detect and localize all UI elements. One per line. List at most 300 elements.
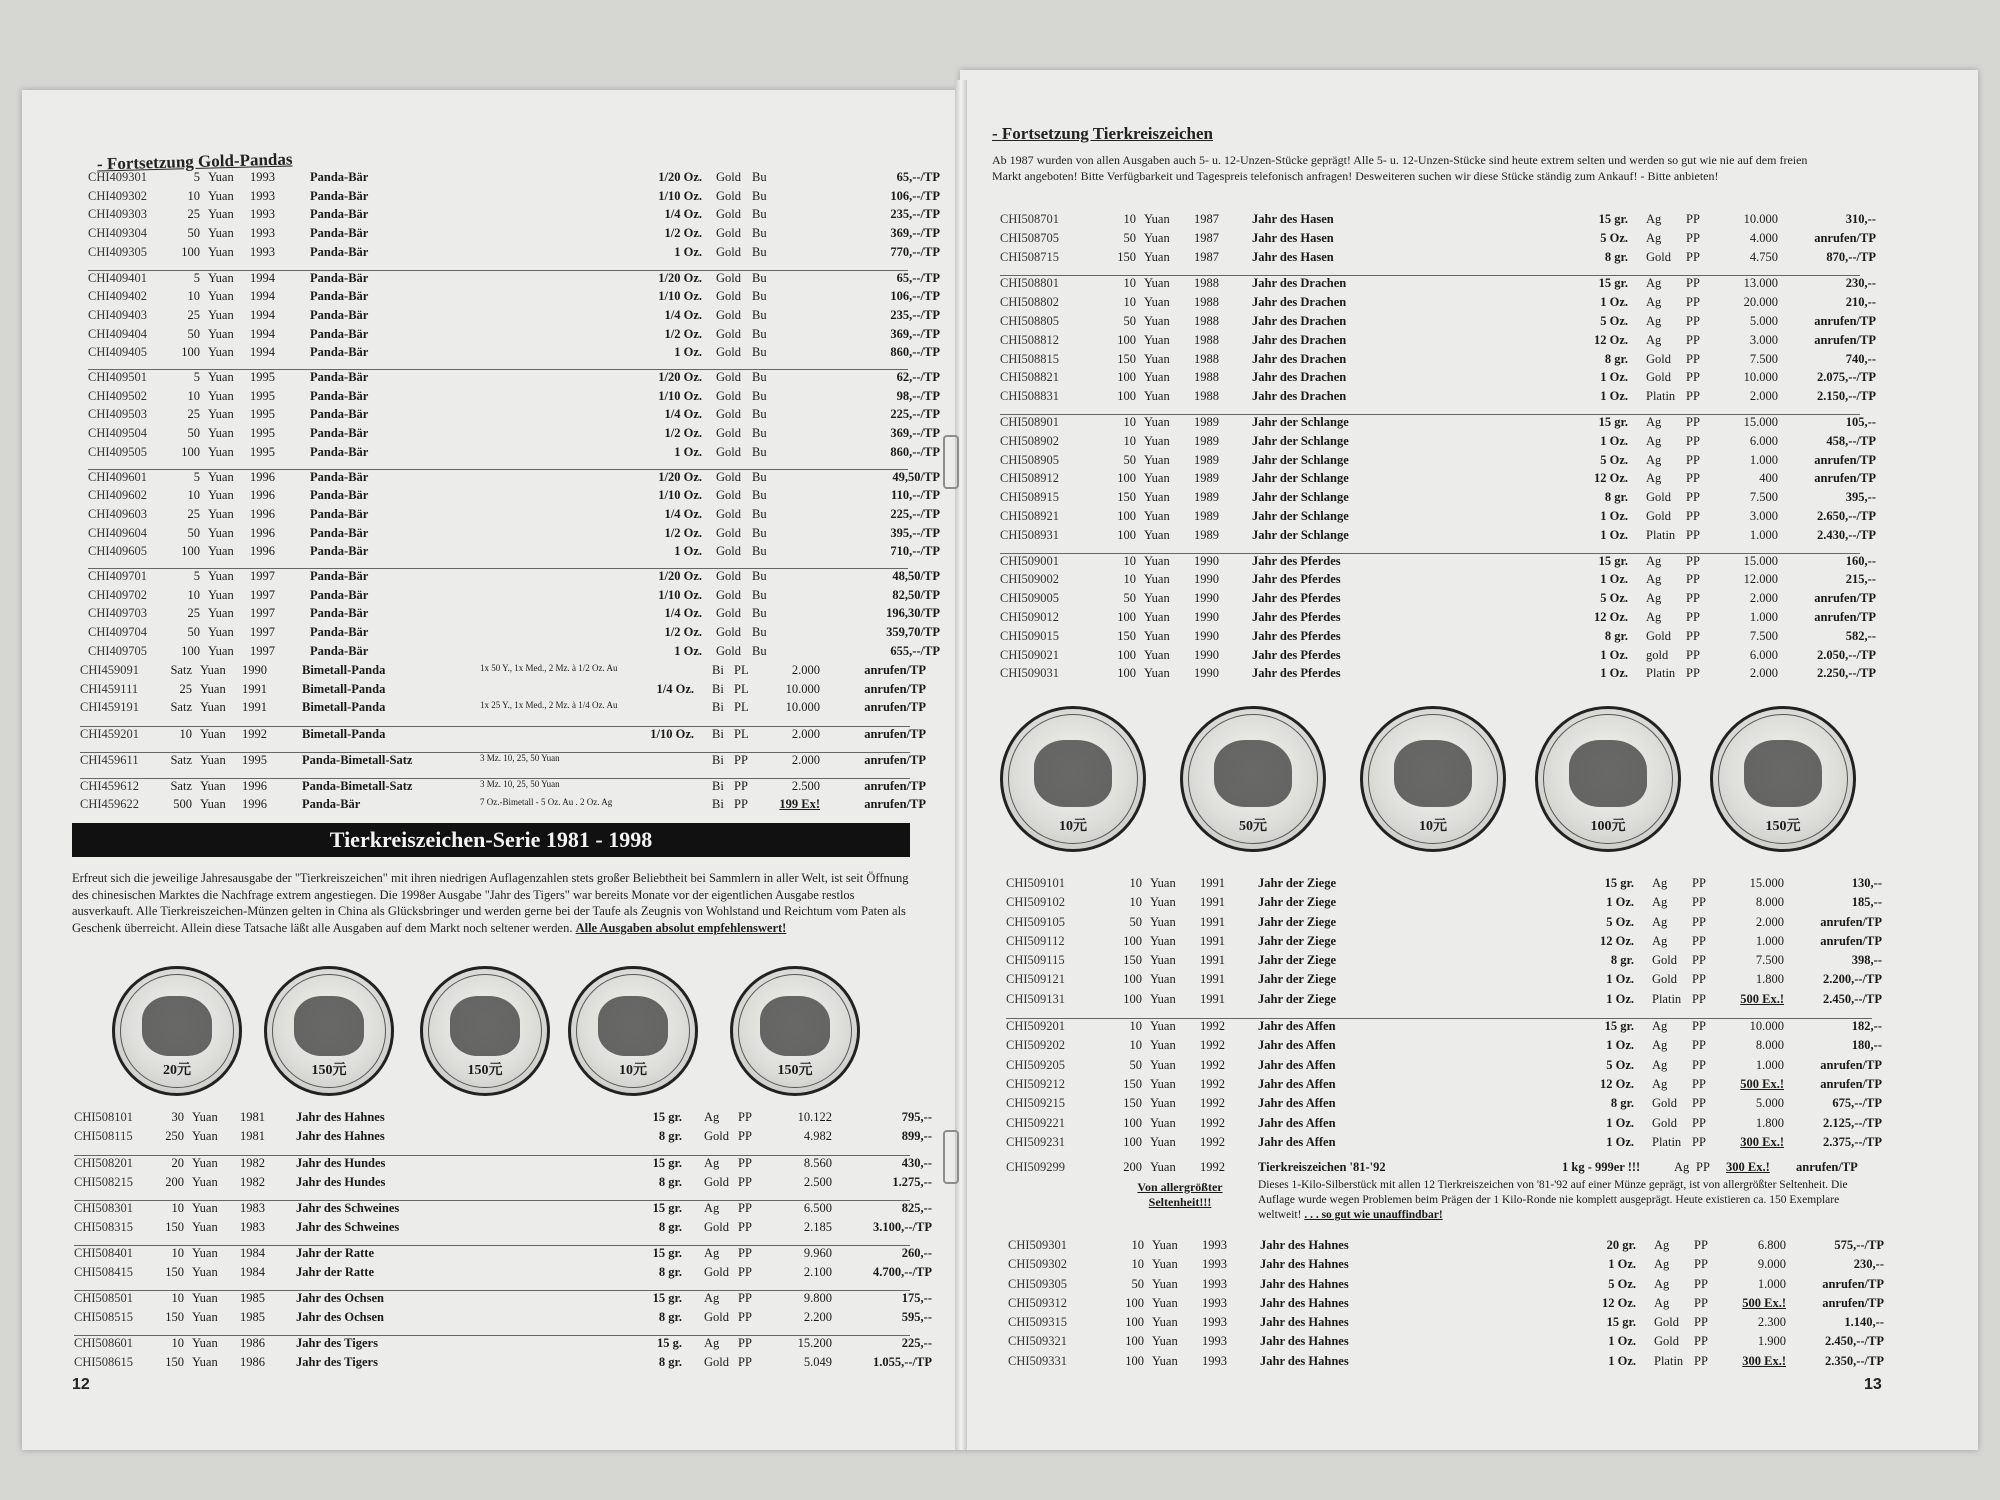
- price: 740,--: [1845, 351, 1876, 366]
- denomination: 50: [187, 525, 200, 540]
- table-row: [88, 587, 940, 607]
- denomination: 50: [1123, 313, 1136, 328]
- year: 1997: [250, 606, 275, 621]
- table-group: [1000, 414, 1876, 547]
- table-row: [1008, 1238, 1884, 1257]
- unit: Yuan: [208, 488, 234, 503]
- price: 196,30/TP: [886, 606, 940, 621]
- unit: Yuan: [208, 407, 234, 422]
- price: 160,--: [1845, 553, 1876, 568]
- quality: PL: [734, 663, 749, 677]
- item-code: CHI509215: [1006, 1096, 1066, 1111]
- price: anrufen/TP: [1822, 1276, 1884, 1291]
- table-row: [1000, 666, 1876, 685]
- metal: Gold: [716, 326, 741, 341]
- quality: Bu: [752, 326, 767, 341]
- price: 2.050,--/TP: [1816, 647, 1876, 662]
- denomination: 150: [1123, 1096, 1142, 1111]
- price: 2.250,--/TP: [1816, 666, 1876, 681]
- price: anrufen/TP: [1814, 332, 1876, 347]
- item-code: CHI459201: [80, 727, 140, 742]
- coin-name: Jahr des Hundes: [296, 1175, 386, 1189]
- table-row: [1006, 1115, 1882, 1135]
- denomination: 10: [1123, 276, 1136, 291]
- coin-name: Jahr des Pferdes: [1252, 553, 1341, 568]
- weight: 1 Oz.: [1606, 1134, 1634, 1149]
- item-code: CHI509301: [1008, 1238, 1068, 1252]
- quality: PP: [1686, 527, 1700, 542]
- metal: Ag: [1654, 1238, 1670, 1252]
- mintage: 9.000: [1757, 1257, 1786, 1272]
- denomination: 100: [1123, 933, 1142, 948]
- coin-name: Jahr der Ratte: [296, 1246, 374, 1260]
- denomination: 10: [1129, 1038, 1142, 1053]
- coin-denomination-label: 10元: [1419, 819, 1447, 834]
- table-row: [74, 1220, 932, 1239]
- coin-name: Jahr der Schlange: [1252, 527, 1349, 542]
- coin-name: Panda-Bär: [310, 569, 369, 583]
- coin-name: Jahr der Ziege: [1258, 876, 1337, 890]
- quality: PP: [1686, 490, 1700, 505]
- mintage: 3.000: [1749, 332, 1778, 347]
- mintage: 1.000: [1755, 933, 1784, 948]
- price: 215,--: [1845, 572, 1876, 587]
- unit: Yuan: [1152, 1315, 1178, 1330]
- price: anrufen/TP: [1822, 1295, 1884, 1310]
- table-row: [1000, 527, 1876, 547]
- mintage: 4.000: [1749, 230, 1778, 245]
- denomination: 50: [187, 326, 200, 341]
- table-row: [80, 700, 926, 719]
- coin-name: Jahr des Affen: [1258, 1115, 1336, 1130]
- coin-name: Jahr des Affen: [1258, 1057, 1336, 1072]
- table-row: [74, 1246, 932, 1265]
- coin-name: Panda-Bär: [310, 170, 369, 184]
- quality: PP: [1686, 433, 1700, 448]
- price: 1.140,--: [1844, 1315, 1884, 1330]
- metal: Ag: [1646, 230, 1662, 245]
- quality: PP: [738, 1129, 752, 1143]
- unit: Yuan: [208, 587, 234, 602]
- unit: Yuan: [1150, 1096, 1176, 1111]
- weight: 12 Oz.: [1599, 1076, 1634, 1091]
- page-number-left: 12: [72, 1376, 90, 1393]
- year: 1990: [1194, 553, 1219, 568]
- metal: Ag: [1646, 553, 1662, 568]
- unit: Yuan: [1150, 1057, 1176, 1072]
- metal: Gold: [716, 244, 741, 259]
- price: 2.150,--/TP: [1816, 389, 1876, 404]
- table-row: [88, 170, 940, 189]
- metal: Gold: [704, 1355, 729, 1369]
- denomination: Satz: [170, 752, 192, 767]
- metal: Bi: [712, 752, 724, 767]
- coin-name: Jahr des Pferdes: [1252, 609, 1341, 624]
- year: 1993: [1202, 1334, 1227, 1349]
- denomination: 150: [1117, 490, 1136, 505]
- item-code: CHI509202: [1006, 1038, 1066, 1053]
- table-row: [1006, 1038, 1882, 1057]
- coin-name: Bimetall-Panda: [302, 700, 386, 715]
- coin-name: Jahr der Ziege: [1258, 991, 1337, 1006]
- price: 575,--/TP: [1834, 1238, 1884, 1252]
- item-code: CHI409605: [88, 544, 148, 559]
- unit: Yuan: [1150, 876, 1176, 890]
- coin-denomination-label: 10元: [619, 1063, 647, 1078]
- weight: 15 g.: [657, 1336, 682, 1350]
- coin-name: Jahr des Tigers: [296, 1336, 378, 1350]
- item-code: CHI508905: [1000, 452, 1060, 467]
- coin-name: Jahr des Drachen: [1252, 351, 1347, 366]
- price: anrufen/TP: [1814, 591, 1876, 606]
- quality: PP: [1692, 1038, 1706, 1053]
- table-row: [88, 525, 940, 545]
- item-code: CHI409703: [88, 606, 148, 621]
- year: 1997: [250, 643, 275, 658]
- year: 1991: [1200, 953, 1225, 968]
- price: 795,--: [901, 1110, 932, 1124]
- weight: 1/10 Oz.: [650, 727, 694, 742]
- coin-name: Jahr des Hundes: [296, 1156, 386, 1170]
- weight: 1 Oz.: [1600, 433, 1628, 448]
- table-row: [1006, 972, 1882, 991]
- year: 1989: [1194, 490, 1219, 505]
- mintage: 6.800: [1757, 1238, 1786, 1252]
- unit: Yuan: [192, 1310, 218, 1324]
- metal: Ag: [1652, 1038, 1668, 1053]
- metal: Gold: [716, 444, 741, 459]
- year: 1982: [240, 1156, 265, 1170]
- price: 106,--/TP: [890, 188, 940, 203]
- denomination: 100: [1117, 471, 1136, 486]
- coin-name: Jahr des Pferdes: [1252, 647, 1341, 662]
- weight: 1/4 Oz.: [664, 207, 702, 222]
- price: 398,--: [1851, 953, 1882, 968]
- unit: Yuan: [208, 370, 234, 384]
- unit: Yuan: [1144, 230, 1170, 245]
- item-code: CHI509001: [1000, 553, 1060, 568]
- weight: 1 Oz.: [1600, 370, 1628, 385]
- metal: Gold: [1652, 953, 1677, 968]
- denomination: 100: [1117, 666, 1136, 681]
- item-code: CHI508601: [74, 1336, 134, 1350]
- coin-name: Jahr der Schlange: [1252, 490, 1349, 505]
- table-row: [88, 207, 940, 226]
- unit: Yuan: [1144, 452, 1170, 467]
- coin-name: Panda-Bär: [310, 244, 369, 259]
- metal: Ag: [1652, 1076, 1668, 1091]
- year: 1993: [250, 226, 275, 241]
- denomination: 100: [1117, 508, 1136, 523]
- table-group: [74, 1110, 932, 1148]
- item-code: CHI508931: [1000, 527, 1060, 542]
- coin-name: Panda-Bär: [310, 426, 369, 441]
- coin-name: Bimetall-Panda: [302, 681, 386, 696]
- weight: 1 Oz.: [1600, 295, 1628, 310]
- mintage: 7.500: [1749, 490, 1778, 505]
- quality: PP: [1686, 471, 1700, 486]
- year: 1991: [1200, 876, 1225, 890]
- year: 1995: [250, 407, 275, 422]
- unit: Yuan: [1150, 972, 1176, 987]
- item-code: CHI409701: [88, 569, 148, 583]
- table-row: [88, 444, 940, 464]
- price: 2.650,--/TP: [1816, 508, 1876, 523]
- metal: Ag: [1646, 415, 1662, 429]
- denomination: Satz: [170, 778, 192, 793]
- denomination: 25: [187, 207, 200, 222]
- price: 62,--/TP: [896, 370, 940, 384]
- unit: Yuan: [208, 569, 234, 583]
- year: 1989: [1194, 452, 1219, 467]
- item-code: CHI508101: [74, 1110, 134, 1124]
- weight: 1/20 Oz.: [658, 469, 702, 484]
- mintage: 2.300: [1757, 1315, 1786, 1330]
- weight: 1/2 Oz.: [664, 525, 702, 540]
- mintage: 5.049: [803, 1355, 832, 1369]
- metal: Platin: [1646, 527, 1676, 542]
- kilo-description-text: Dieses 1-Kilo-Silberstück mit allen 12 Tierkreiszeichen von '81-'92 auf einer Münze geprägt, ist von allergrößter Seltenheit. Die Auflage wurde wegen Problemen beim Prägen der 1 Kilo-Ronde nie komplett ausgeprägt. Heute existieren ca. 150 Exemplare weltweit!: [1258, 1179, 1848, 1221]
- coin-denomination-label: 20元: [163, 1063, 191, 1078]
- price: 1.275,--: [892, 1175, 932, 1189]
- weight: 1 Oz.: [1606, 1115, 1634, 1130]
- price: 180,--: [1851, 1038, 1882, 1053]
- year: 1993: [1202, 1353, 1227, 1368]
- metal: Ag: [1646, 433, 1662, 448]
- coin-name: Panda-Bimetall-Satz: [302, 752, 413, 767]
- mintage: 6.500: [803, 1201, 832, 1215]
- mintage: 8.560: [803, 1156, 832, 1170]
- quality: PP: [738, 1110, 752, 1124]
- denomination: 100: [1123, 1134, 1142, 1149]
- unit: Yuan: [1152, 1276, 1178, 1291]
- coin-figure: [450, 996, 519, 1056]
- quality: PP: [1686, 647, 1700, 662]
- unit: Yuan: [1144, 313, 1170, 328]
- coin-name: Panda-Bär: [310, 207, 369, 222]
- denomination: 10: [1129, 895, 1142, 910]
- unit: Yuan: [1144, 295, 1170, 310]
- denomination: 10: [179, 727, 192, 742]
- denomination: 10: [187, 388, 200, 403]
- quality: Bu: [752, 469, 767, 484]
- price: 49,50/TP: [892, 469, 940, 484]
- year: 1996: [250, 506, 275, 521]
- weight: 1/4 Oz.: [656, 681, 694, 696]
- unit: Yuan: [1144, 212, 1170, 226]
- denomination: 5: [193, 170, 200, 184]
- year: 1996: [250, 544, 275, 559]
- mintage: 2.185: [803, 1220, 832, 1234]
- unit: Yuan: [1144, 433, 1170, 448]
- denomination: 150: [1123, 1076, 1142, 1091]
- price: 310,--: [1845, 212, 1876, 226]
- weight: 1 Oz.: [674, 244, 702, 259]
- metal: Gold: [716, 544, 741, 559]
- price: anrufen/TP: [864, 778, 926, 793]
- item-code: CHI508815: [1000, 351, 1060, 366]
- denomination: 100: [1125, 1334, 1144, 1349]
- coin-name: Jahr der Schlange: [1252, 452, 1349, 467]
- coin-name: Jahr des Hahnes: [296, 1110, 385, 1124]
- table-group: [1000, 553, 1876, 686]
- denomination: 50: [1123, 230, 1136, 245]
- table-row: [1000, 433, 1876, 453]
- metal: Gold: [716, 569, 741, 583]
- weight: 1/10 Oz.: [658, 388, 702, 403]
- year: 1995: [250, 444, 275, 459]
- coin-name: Jahr der Schlange: [1252, 433, 1349, 448]
- set-note: 7 Oz.-Bimetall - 5 Oz. Au . 2 Oz. Ag: [480, 797, 613, 808]
- table-row: [1000, 490, 1876, 509]
- table-row: [88, 326, 940, 346]
- unit: Yuan: [1150, 1019, 1176, 1034]
- weight: 1/4 Oz.: [664, 307, 702, 322]
- coin-name: Panda-Bär: [310, 289, 369, 304]
- item-code: CHI508701: [1000, 212, 1060, 226]
- price: 185,--: [1851, 895, 1882, 910]
- quality: PP: [1686, 666, 1700, 681]
- weight: 1 Oz.: [1608, 1353, 1636, 1368]
- year: 1981: [240, 1129, 265, 1143]
- quality: Bu: [752, 569, 767, 583]
- weight: 8 gr.: [658, 1355, 682, 1369]
- mintage: 2.500: [791, 778, 820, 793]
- metal: Gold: [716, 226, 741, 241]
- year: 1996: [242, 778, 267, 793]
- weight: 8 gr.: [658, 1175, 682, 1189]
- table-row: [1000, 609, 1876, 629]
- unit: Yuan: [192, 1355, 218, 1369]
- denomination: 25: [187, 307, 200, 322]
- metal: Gold: [1654, 1334, 1679, 1349]
- quality: PP: [1692, 933, 1706, 948]
- quality: Bu: [752, 407, 767, 422]
- price: 98,--/TP: [896, 388, 940, 403]
- price: 3.100,--/TP: [872, 1220, 932, 1234]
- table-row: [1000, 313, 1876, 333]
- mintage: 300 Ex.!: [1726, 1160, 1770, 1174]
- weight: 5 Oz.: [1600, 591, 1628, 606]
- weight: 8 gr.: [658, 1265, 682, 1279]
- item-code: CHI459611: [80, 752, 139, 767]
- year: 1981: [240, 1110, 265, 1124]
- table-row: [1000, 332, 1876, 352]
- year: 1993: [1202, 1295, 1227, 1310]
- metal: Ag: [704, 1110, 720, 1124]
- year: 1987: [1194, 230, 1219, 245]
- year: 1987: [1194, 249, 1219, 264]
- metal: Ag: [1646, 471, 1662, 486]
- year: 1996: [242, 797, 267, 812]
- year: 1997: [250, 625, 275, 640]
- year: 1996: [250, 469, 275, 484]
- metal: Gold: [1646, 490, 1671, 505]
- table-row: [1006, 953, 1882, 972]
- denomination: 150: [1123, 953, 1142, 968]
- weight: 1/10 Oz.: [658, 488, 702, 503]
- coin-name: Panda-Bär: [310, 345, 369, 360]
- unit: Yuan: [1152, 1238, 1178, 1252]
- weight: 15 gr.: [1604, 876, 1634, 890]
- table-row: [88, 345, 940, 364]
- denomination: 25: [179, 681, 192, 696]
- year: 1992: [1200, 1115, 1225, 1130]
- mintage: 5.000: [1749, 313, 1778, 328]
- coin-name: Panda-Bär: [310, 606, 369, 621]
- unit: Yuan: [208, 606, 234, 621]
- table-row: [74, 1355, 932, 1374]
- metal: Ag: [1646, 295, 1662, 310]
- table-row: [1006, 1057, 1882, 1077]
- table-row: [1008, 1353, 1884, 1373]
- table-row: [74, 1129, 932, 1148]
- year: 1991: [1200, 991, 1225, 1006]
- coin-name: Jahr des Hahnes: [1260, 1334, 1349, 1349]
- quality: PP: [1686, 591, 1700, 606]
- item-code: CHI508805: [1000, 313, 1060, 328]
- table-row: [1000, 628, 1876, 648]
- weight: 8 gr.: [1610, 1096, 1634, 1111]
- table-row: [1006, 1076, 1882, 1096]
- coin-figure: [142, 996, 211, 1056]
- metal: Gold: [1646, 508, 1671, 523]
- mintage: 8.000: [1755, 1038, 1784, 1053]
- item-code: CHI509299: [1006, 1160, 1066, 1174]
- weight: 12 Oz.: [1593, 332, 1628, 347]
- table-row: [74, 1201, 932, 1220]
- mintage: 500 Ex.!: [1740, 1076, 1784, 1091]
- unit: Yuan: [1152, 1353, 1178, 1368]
- year: 1994: [250, 307, 275, 322]
- price: 2.430,--/TP: [1816, 527, 1876, 542]
- table-row: [1000, 351, 1876, 371]
- price: 225,--/TP: [890, 407, 940, 422]
- table-group: [74, 1245, 932, 1284]
- quality: PP: [1694, 1353, 1708, 1368]
- item-code: CHI509312: [1008, 1295, 1068, 1310]
- unit: Yuan: [208, 444, 234, 459]
- weight: 5 Oz.: [1600, 230, 1628, 245]
- year: 1993: [1202, 1257, 1227, 1272]
- quality: Bu: [752, 207, 767, 222]
- quality: Bu: [752, 643, 767, 658]
- mintage: 4.750: [1749, 249, 1778, 264]
- mintage: 2.000: [791, 752, 820, 767]
- item-code: CHI409301: [88, 170, 148, 184]
- coin-denomination-label: 10元: [1059, 819, 1087, 834]
- price: anrufen/TP: [1814, 609, 1876, 624]
- unit: Yuan: [1144, 572, 1170, 587]
- year: 1986: [240, 1336, 265, 1350]
- year: 1991: [1200, 914, 1225, 929]
- quality: PP: [738, 1156, 752, 1170]
- quality: PP: [1692, 972, 1706, 987]
- coin-name: Jahr des Hahnes: [1260, 1238, 1349, 1252]
- quality: Bu: [752, 506, 767, 521]
- denomination: 50: [1131, 1276, 1144, 1291]
- mintage: 9.800: [803, 1291, 832, 1305]
- weight: 1 Oz.: [1600, 508, 1628, 523]
- weight: 15 gr.: [652, 1110, 682, 1124]
- coin-denomination-label: 100元: [1590, 819, 1626, 834]
- item-code: CHI459622: [80, 797, 140, 812]
- denomination: 250: [165, 1129, 184, 1143]
- coin-name: Jahr des Drachen: [1252, 295, 1347, 310]
- quality: PP: [1692, 914, 1706, 929]
- coin-figure: [598, 996, 667, 1056]
- item-code: CHI409302: [88, 188, 148, 203]
